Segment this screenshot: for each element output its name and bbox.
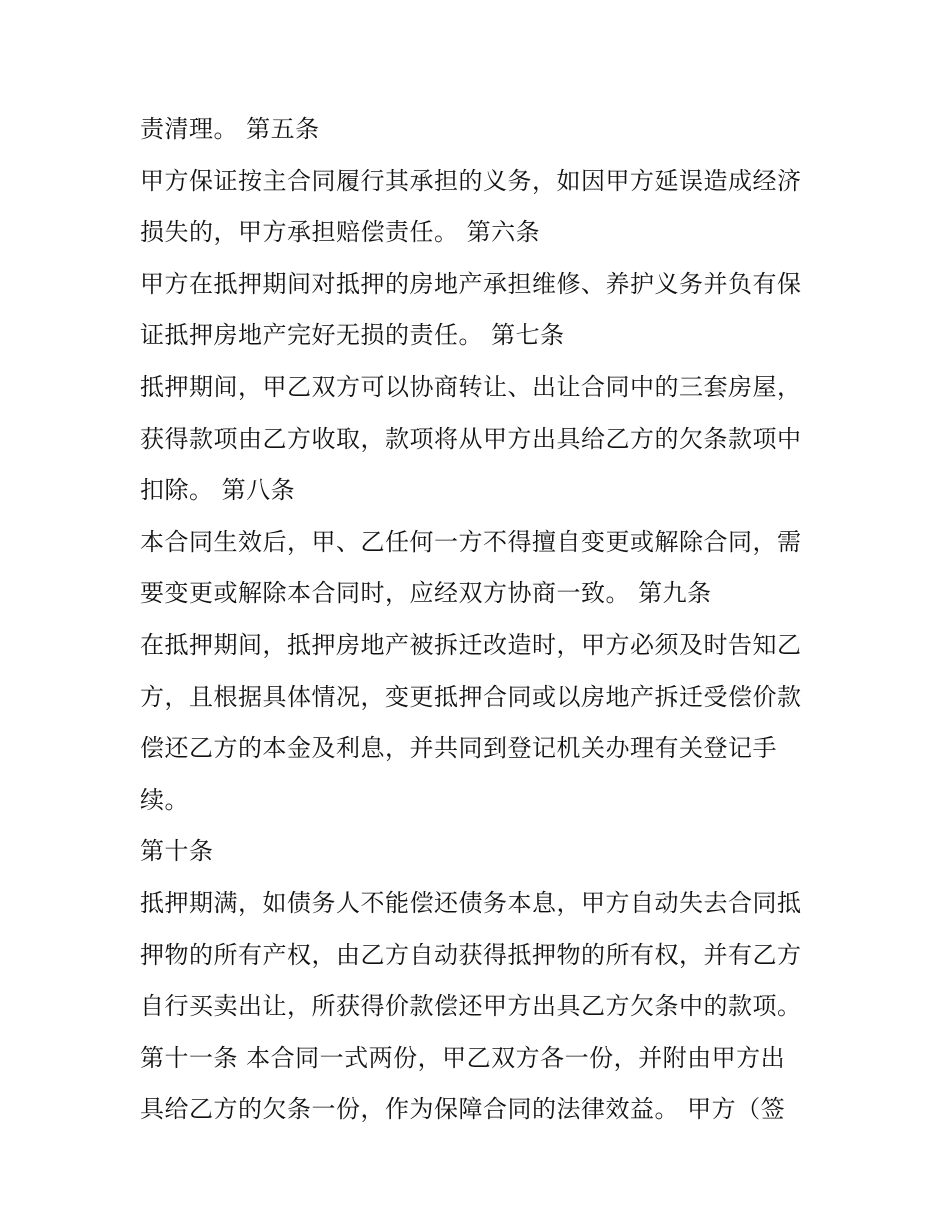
text-line: 方，且根据具体情况，变更抵押合同或以房地产拆迁受偿价款 xyxy=(140,682,802,711)
text-line: 第十一条 本合同一式两份，甲乙双方各一份，并附由甲方出 xyxy=(140,1043,786,1072)
text-line: 续。 xyxy=(140,785,189,814)
text-line: 偿还乙方的本金及利息，并共同到登记机关办理有关登记手 xyxy=(140,734,777,763)
text-line: 甲方保证按主合同履行其承担的义务，如因甲方延误造成经济 xyxy=(140,166,802,195)
text-line: 扣除。 第八条 xyxy=(140,476,296,505)
text-line: 第十条 xyxy=(140,837,214,866)
text-line: 抵押期间，甲乙双方可以协商转让、出让合同中的三套房屋， xyxy=(140,372,802,401)
text-line: 自行买卖出让，所获得价款偿还甲方出具乙方欠条中的款项。 xyxy=(140,992,802,1021)
text-line: 本合同生效后，甲、乙任何一方不得擅自变更或解除合同，需 xyxy=(140,527,802,556)
text-line: 抵押期满，如债务人不能偿还债务本息，甲方自动失去合同抵 xyxy=(140,888,802,917)
text-line: 甲方在抵押期间对抵押的房地产承担维修、养护义务并负有保 xyxy=(140,269,802,298)
text-line: 在抵押期间，抵押房地产被拆迁改造时，甲方必须及时告知乙 xyxy=(140,630,802,659)
text-line: 责清理。 第五条 xyxy=(140,115,320,143)
text-line: 要变更或解除本合同时，应经双方协商一致。 第九条 xyxy=(140,579,712,608)
contract-text-block xyxy=(140,104,820,1136)
text-line: 押物的所有产权，由乙方自动获得抵押物的所有权，并有乙方 xyxy=(140,940,802,969)
text-line: 获得款项由乙方收取，款项将从甲方出具给乙方的欠条款项中 xyxy=(140,424,802,453)
text-line: 证抵押房地产完好无损的责任。 第七条 xyxy=(140,321,565,350)
text-line: 具给乙方的欠条一份，作为保障合同的法律效益。 甲方（签 xyxy=(140,1095,786,1124)
text-line: 损失的，甲方承担赔偿责任。 第六条 xyxy=(140,218,541,247)
